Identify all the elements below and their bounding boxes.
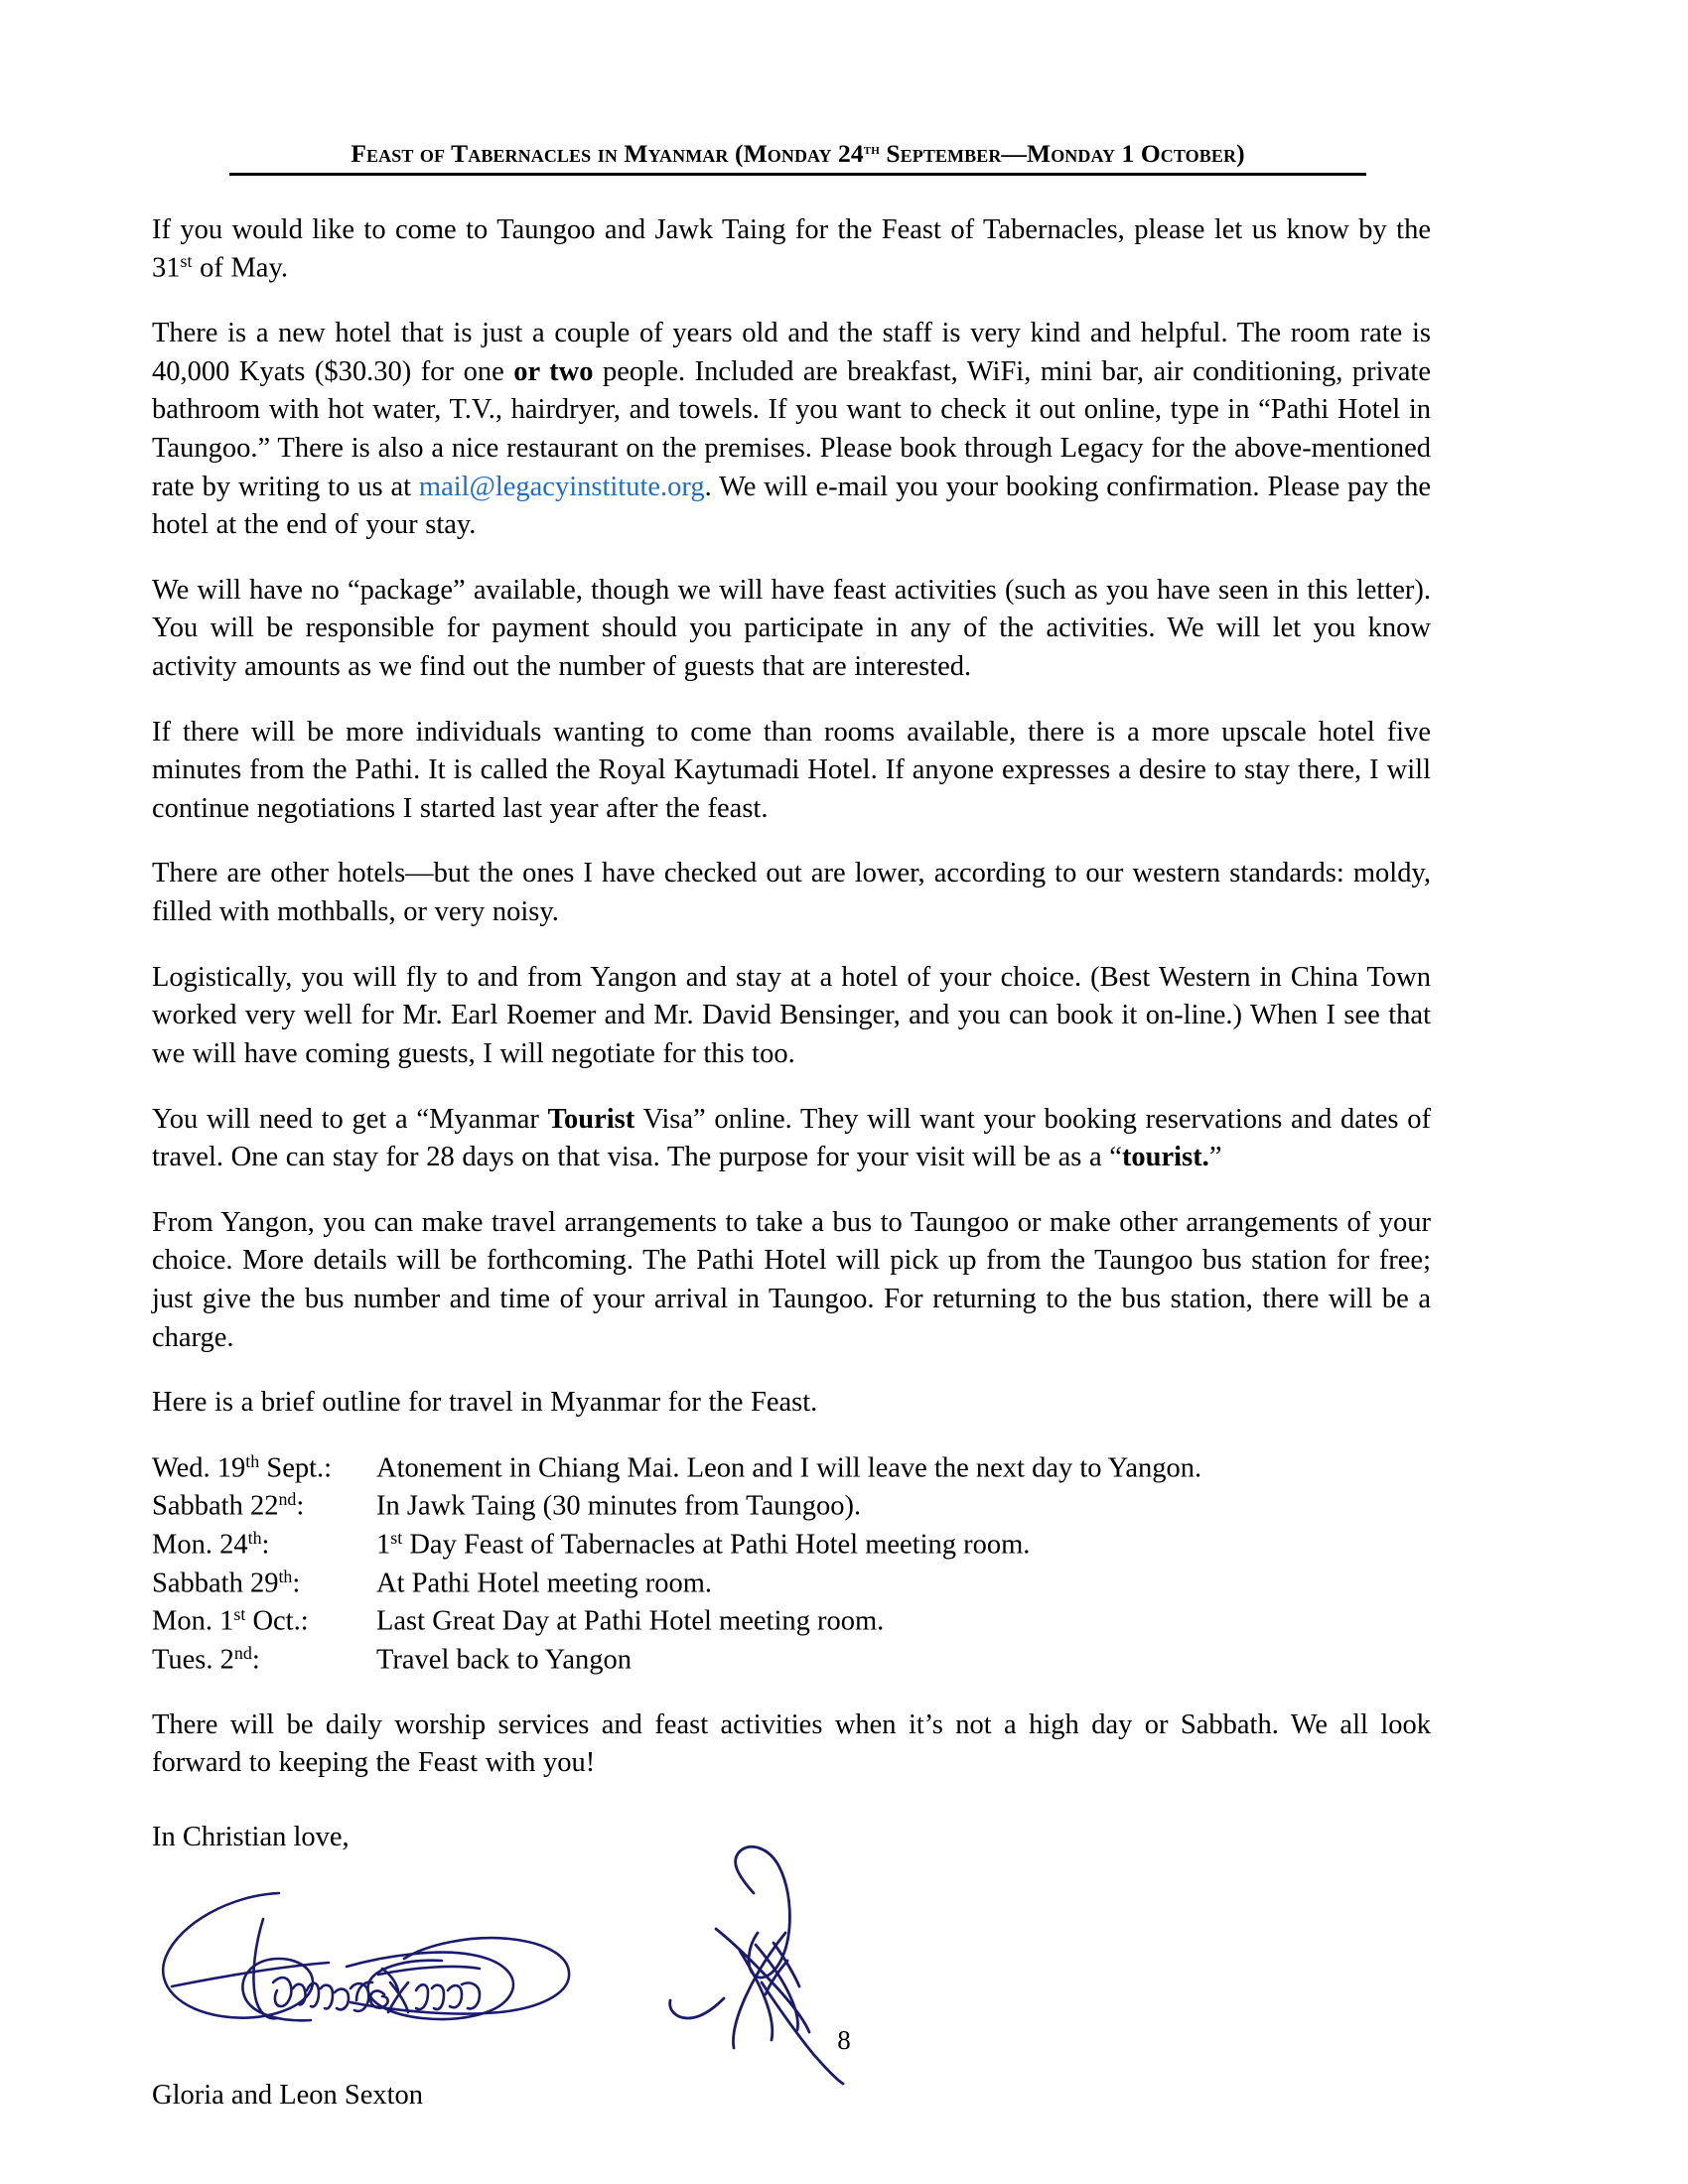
- schedule-date-post: :: [296, 1490, 305, 1522]
- schedule-row: [152, 1565, 1431, 1603]
- schedule-description-pre: Atonement in Chiang Mai. Leon and I will leave the next day to Yangon.: [376, 1452, 1202, 1484]
- schedule-description-pre: Last Great Day at Pathi Hotel meeting room.: [376, 1605, 885, 1637]
- paragraph-intro-text-b: of May.: [192, 252, 288, 284]
- schedule-date-ordinal: nd: [233, 1643, 252, 1664]
- schedule-date-post: :: [251, 1644, 260, 1676]
- schedule-date-post: :: [261, 1529, 270, 1561]
- schedule-date: [152, 1449, 376, 1488]
- schedule-date-pre: Sabbath 29: [152, 1568, 279, 1599]
- paragraph-hotel: [152, 315, 1431, 545]
- signature-gloria: [152, 1871, 599, 2030]
- schedule-row: [152, 1487, 1431, 1526]
- email-link[interactable]: mail@legacyinstitute.org: [418, 471, 705, 502]
- schedule-description-pre: 1: [376, 1529, 391, 1561]
- schedule-date-pre: Mon. 24: [152, 1529, 248, 1561]
- emphasis-tourist-quoted: tourist.: [1121, 1142, 1209, 1173]
- schedule-description: [376, 1641, 1431, 1680]
- closing-salutation: In Christian love,: [152, 1821, 350, 1852]
- paragraph-visa: [152, 1101, 1431, 1177]
- schedule-date-post: Sept.:: [259, 1452, 333, 1484]
- title-ordinal-suffix: th: [863, 141, 880, 159]
- schedule-date-pre: Mon. 1: [152, 1605, 234, 1637]
- schedule-date: [152, 1565, 376, 1603]
- ordinal-st: st: [180, 251, 193, 272]
- schedule-date-post: Oct.:: [245, 1605, 309, 1637]
- schedule-date: [152, 1487, 376, 1526]
- title-text-prefix: Feast of Tabernacles in Myanmar (Monday 24: [351, 139, 864, 168]
- paragraph-hotel-text-c: . We will e-mail you your booking confirmation. Please pay the hotel at the end of your stay.: [152, 471, 1431, 541]
- paragraph-other-hotels: There are other hotels—but the ones I have checked out are lower, according to our western standards: moldy, filled with mothballs, or very noisy.: [152, 858, 1431, 928]
- schedule-row: [152, 1526, 1431, 1565]
- schedule-date-post: :: [292, 1568, 301, 1599]
- schedule-description: [376, 1449, 1431, 1488]
- page-title: [229, 139, 1366, 176]
- schedule-description: [376, 1487, 1431, 1526]
- schedule-date-ordinal: th: [245, 1450, 260, 1471]
- paragraph-visa-text-a: You will need to get a “Myanmar: [152, 1103, 548, 1135]
- schedule-row: [152, 1449, 1431, 1488]
- emphasis-or-two: or two: [513, 355, 594, 387]
- travel-schedule-list: [152, 1449, 1431, 1680]
- paragraph-hotel-text-a: There is a new hotel that is just a couple of years old and the staff is very kind and helpful. The room rate is 40,000 Kyats ($30.30) for one: [152, 318, 1431, 387]
- schedule-date-ordinal: st: [233, 1604, 246, 1625]
- schedule-date-ordinal: th: [247, 1528, 262, 1549]
- schedule-description: [376, 1565, 1431, 1603]
- paragraph-upscale-hotel: If there will be more individuals wanting to come than rooms available, there is a more upscale hotel five minutes from the Pathi. It is called the Royal Kaytumadi Hotel. If anyone expresses a desire to stay there, I will continue negotiations I started last year after the feast.: [152, 716, 1431, 824]
- paragraph-logistics: Logistically, you will fly to and from Yangon and stay at a hotel of your choice. (Best Western in China Town worked very well for Mr. Earl Roemer and Mr. David Bensinger, and you can book it on-line.) When I see that we will have coming guests, I will negotiate for this too.: [152, 961, 1431, 1069]
- schedule-description: [376, 1602, 1431, 1641]
- paragraph-bus-travel: From Yangon, you can make travel arrangements to take a bus to Taungoo or make other arrangements of your choice. More details will be forthcoming. The Pathi Hotel will pick up from the Taungoo bus station for free; just give the bus number and time of your arrival in Taungoo. For returning to the bus station, there will be a charge.: [152, 1206, 1431, 1353]
- schedule-description-pre: Travel back to Yangon: [376, 1644, 633, 1676]
- schedule-description-pre: In Jawk Taing (30 minutes from Taungoo).: [376, 1490, 862, 1522]
- schedule-row: [152, 1602, 1431, 1641]
- schedule-date-ordinal: th: [278, 1566, 293, 1586]
- paragraph-worship-services: There will be daily worship services and feast activities when it’s not a high day or Sabbath. We all look forward to keeping the Feast with you!: [152, 1708, 1431, 1779]
- schedule-date: [152, 1641, 376, 1680]
- schedule-date: [152, 1602, 376, 1641]
- emphasis-tourist: Tourist: [547, 1103, 635, 1135]
- paragraph-package: We will have no “package” available, though we will have feast activities (such as you have seen in this letter). You will be responsible for payment should you participate in any of the activities. We will let you know activity amounts as we find out the number of guests that are interested.: [152, 574, 1431, 683]
- schedule-date: [152, 1526, 376, 1565]
- paragraph-intro-text-a: If you would like to come to Taungoo and Jawk Taing for the Feast of Tabernacles, please let us know by the 31: [152, 213, 1431, 284]
- paragraph-intro: [152, 211, 1431, 289]
- schedule-description: [376, 1526, 1431, 1565]
- paragraph-visa-text-b: Visa” online. They will want your booking reservations and dates of travel. One can stay for 28 days on that visa. The purpose for your visit will be as a “: [152, 1103, 1431, 1173]
- schedule-date-pre: Wed. 19: [152, 1452, 246, 1484]
- paragraph-outline-intro: Here is a brief outline for travel in Myanmar for the Feast.: [152, 1387, 818, 1419]
- schedule-date-pre: Tues. 2: [152, 1644, 234, 1676]
- schedule-row: [152, 1641, 1431, 1680]
- schedule-description-pre: At Pathi Hotel meeting room.: [376, 1568, 712, 1599]
- schedule-description-post: Day Feast of Tabernacles at Pathi Hotel meeting room.: [402, 1529, 1031, 1561]
- schedule-description-ordinal: st: [390, 1528, 403, 1549]
- schedule-date-pre: Sabbath 22: [152, 1490, 279, 1522]
- letter-body: [152, 139, 1431, 2115]
- schedule-date-ordinal: nd: [278, 1489, 297, 1510]
- signer-names: Gloria and Leon Sexton: [152, 2079, 424, 2111]
- page-number: 8: [837, 2025, 851, 2055]
- title-text-suffix: September—Monday 1 October): [879, 139, 1245, 168]
- paragraph-visa-text-c: ”: [1208, 1142, 1222, 1173]
- paragraph-hotel-text-b: people. Included are breakfast, WiFi, mini bar, air conditioning, private bathroom with hot water, T.V., hairdryer, and towels. If you want to check it out online, type in “Pathi Hotel in Taungoo.” There is also a nice restaurant on the premises. Please book through Legacy for the above-mentioned rate by writing to us at: [152, 355, 1431, 502]
